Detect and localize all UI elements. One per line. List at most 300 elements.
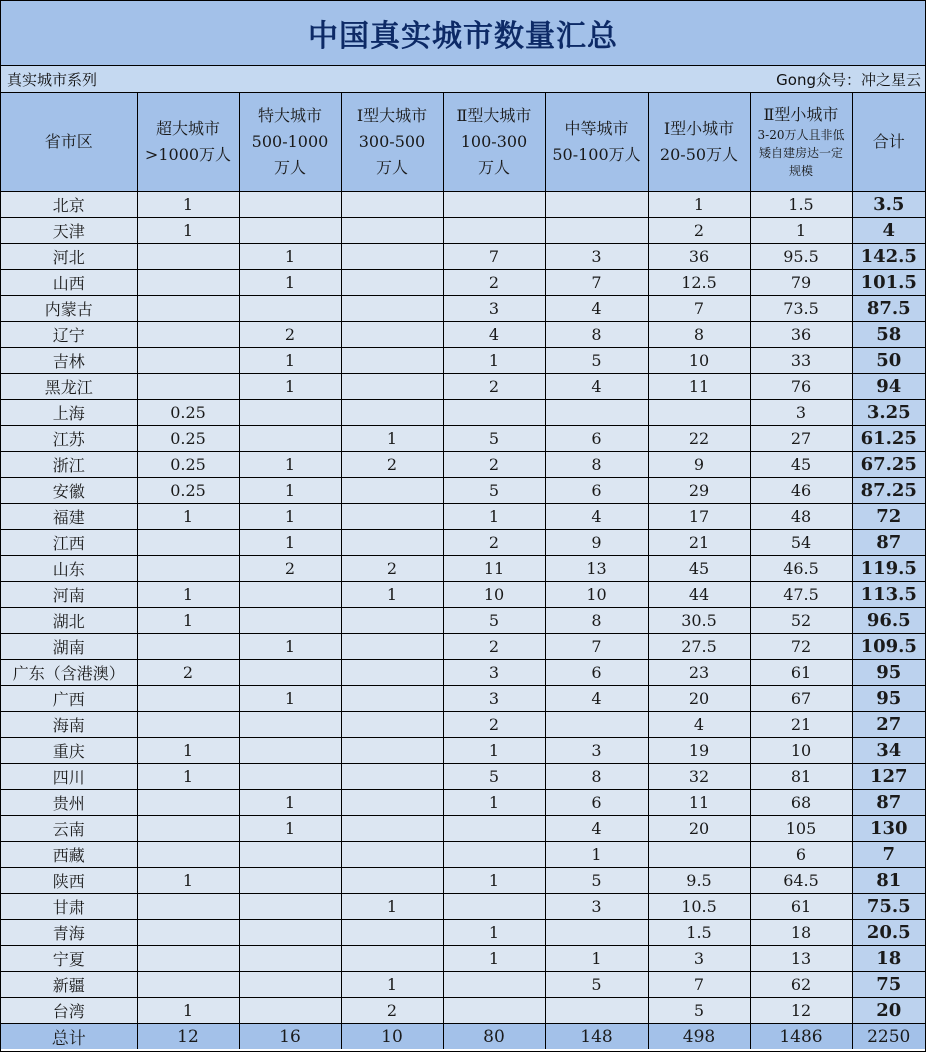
value-cell: 1: [137, 504, 239, 530]
total-cell: 72: [852, 504, 925, 530]
value-cell: [341, 764, 443, 790]
value-cell: 7: [648, 972, 750, 998]
province-cell: 新疆: [1, 972, 137, 998]
value-cell: 1: [443, 738, 545, 764]
city-count-table: [1, 93, 925, 1049]
value-cell: [341, 530, 443, 556]
value-cell: 19: [648, 738, 750, 764]
value-cell: 12: [137, 1024, 239, 1050]
value-cell: [137, 348, 239, 374]
total-cell: 4: [852, 218, 925, 244]
value-cell: 5: [443, 608, 545, 634]
value-cell: [239, 192, 341, 218]
table-row: [1, 452, 925, 478]
province-cell: 四川: [1, 764, 137, 790]
province-cell: 云南: [1, 816, 137, 842]
value-cell: 36: [750, 322, 852, 348]
value-cell: [239, 296, 341, 322]
value-cell: 2: [443, 374, 545, 400]
value-cell: 1: [239, 790, 341, 816]
value-cell: 3: [545, 738, 648, 764]
value-cell: 3: [443, 296, 545, 322]
value-cell: [239, 894, 341, 920]
value-cell: [239, 868, 341, 894]
total-cell: 27: [852, 712, 925, 738]
province-cell: 安徽: [1, 478, 137, 504]
value-cell: 22: [648, 426, 750, 452]
value-cell: [137, 530, 239, 556]
value-cell: [239, 582, 341, 608]
table-row: [1, 244, 925, 270]
table-row: [1, 582, 925, 608]
value-cell: 5: [545, 348, 648, 374]
province-cell: 湖北: [1, 608, 137, 634]
total-cell: 34: [852, 738, 925, 764]
value-cell: 2: [443, 270, 545, 296]
table-row: [1, 998, 925, 1024]
total-cell: 7: [852, 842, 925, 868]
value-cell: 1: [239, 530, 341, 556]
value-cell: [239, 712, 341, 738]
value-cell: [341, 920, 443, 946]
header-large-city-2: Ⅱ型大城市 100-300 万人: [443, 93, 545, 192]
value-cell: 2: [341, 452, 443, 478]
value-cell: [239, 660, 341, 686]
table-row: [1, 738, 925, 764]
value-cell: 1: [239, 686, 341, 712]
table-row: [1, 764, 925, 790]
total-cell: 87.25: [852, 478, 925, 504]
value-cell: 3: [648, 946, 750, 972]
header-province: 省市区: [1, 93, 137, 192]
value-cell: 1: [239, 270, 341, 296]
value-cell: [443, 842, 545, 868]
value-cell: 48: [750, 504, 852, 530]
value-cell: 80: [443, 1024, 545, 1050]
value-cell: 1: [750, 218, 852, 244]
value-cell: 1: [239, 478, 341, 504]
value-cell: [341, 296, 443, 322]
value-cell: 4: [443, 322, 545, 348]
table-row: [1, 192, 925, 218]
province-cell: 总计: [1, 1024, 137, 1050]
total-cell: 109.5: [852, 634, 925, 660]
total-cell: 87.5: [852, 296, 925, 322]
value-cell: 2: [443, 712, 545, 738]
value-cell: [341, 504, 443, 530]
total-cell: 119.5: [852, 556, 925, 582]
value-cell: 10: [750, 738, 852, 764]
value-cell: [137, 270, 239, 296]
value-cell: [239, 218, 341, 244]
table-row: [1, 816, 925, 842]
value-cell: 3: [443, 686, 545, 712]
value-cell: 13: [545, 556, 648, 582]
value-cell: 45: [648, 556, 750, 582]
value-cell: 5: [443, 764, 545, 790]
value-cell: 1: [443, 920, 545, 946]
value-cell: [137, 374, 239, 400]
table-row: [1, 374, 925, 400]
province-cell: 黑龙江: [1, 374, 137, 400]
total-cell: 3.5: [852, 192, 925, 218]
header-medium-city: 中等城市 50-100万人: [545, 93, 648, 192]
total-cell: 20: [852, 998, 925, 1024]
value-cell: [341, 686, 443, 712]
province-cell: 海南: [1, 712, 137, 738]
table-row: [1, 972, 925, 998]
total-cell: 18: [852, 946, 925, 972]
value-cell: 64.5: [750, 868, 852, 894]
value-cell: 95.5: [750, 244, 852, 270]
province-cell: 西藏: [1, 842, 137, 868]
value-cell: [545, 218, 648, 244]
value-cell: 20: [648, 816, 750, 842]
value-cell: 1: [443, 946, 545, 972]
value-cell: 5: [545, 972, 648, 998]
value-cell: [443, 894, 545, 920]
value-cell: 1.5: [648, 920, 750, 946]
value-cell: 10: [341, 1024, 443, 1050]
value-cell: 4: [648, 712, 750, 738]
province-cell: 重庆: [1, 738, 137, 764]
value-cell: 2: [137, 660, 239, 686]
value-cell: 52: [750, 608, 852, 634]
value-cell: 2: [443, 530, 545, 556]
value-cell: [341, 660, 443, 686]
total-cell: 87: [852, 790, 925, 816]
value-cell: 73.5: [750, 296, 852, 322]
total-cell: 130: [852, 816, 925, 842]
value-cell: [545, 920, 648, 946]
value-cell: [341, 322, 443, 348]
value-cell: 16: [239, 1024, 341, 1050]
value-cell: 1: [239, 634, 341, 660]
value-cell: 36: [648, 244, 750, 270]
table-row: [1, 426, 925, 452]
value-cell: [341, 608, 443, 634]
value-cell: 3: [545, 894, 648, 920]
value-cell: 76: [750, 374, 852, 400]
value-cell: [239, 764, 341, 790]
table-row: [1, 868, 925, 894]
value-cell: 10.5: [648, 894, 750, 920]
value-cell: 1: [239, 452, 341, 478]
value-cell: [239, 998, 341, 1024]
value-cell: 12: [750, 998, 852, 1024]
value-cell: 7: [545, 634, 648, 660]
value-cell: [341, 270, 443, 296]
value-cell: 2: [648, 218, 750, 244]
province-cell: 内蒙古: [1, 296, 137, 322]
value-cell: 2: [443, 452, 545, 478]
value-cell: [341, 478, 443, 504]
province-cell: 吉林: [1, 348, 137, 374]
table-row: [1, 556, 925, 582]
total-row: [1, 1024, 925, 1050]
table-row: [1, 504, 925, 530]
value-cell: [341, 738, 443, 764]
value-cell: [443, 816, 545, 842]
value-cell: [341, 790, 443, 816]
header-mega-city: 特大城市 500-1000 万人: [239, 93, 341, 192]
value-cell: 8: [648, 322, 750, 348]
value-cell: 30.5: [648, 608, 750, 634]
value-cell: 1: [341, 582, 443, 608]
value-cell: [341, 816, 443, 842]
value-cell: [137, 322, 239, 348]
value-cell: 68: [750, 790, 852, 816]
value-cell: 4: [545, 816, 648, 842]
value-cell: [137, 842, 239, 868]
total-cell: 101.5: [852, 270, 925, 296]
value-cell: 11: [443, 556, 545, 582]
value-cell: 21: [648, 530, 750, 556]
value-cell: 6: [545, 426, 648, 452]
value-cell: [239, 972, 341, 998]
total-cell: 3.25: [852, 400, 925, 426]
table-row: [1, 946, 925, 972]
value-cell: [137, 634, 239, 660]
table-row: [1, 894, 925, 920]
value-cell: 4: [545, 504, 648, 530]
value-cell: [137, 972, 239, 998]
province-cell: 江苏: [1, 426, 137, 452]
value-cell: 3: [443, 660, 545, 686]
value-cell: 0.25: [137, 400, 239, 426]
province-cell: 广西: [1, 686, 137, 712]
value-cell: 20: [648, 686, 750, 712]
province-cell: 河北: [1, 244, 137, 270]
value-cell: 10: [443, 582, 545, 608]
value-cell: 4: [545, 686, 648, 712]
value-cell: [341, 712, 443, 738]
value-cell: 27.5: [648, 634, 750, 660]
province-cell: 湖南: [1, 634, 137, 660]
value-cell: 1: [137, 998, 239, 1024]
value-cell: 61: [750, 660, 852, 686]
value-cell: 2: [239, 322, 341, 348]
value-cell: [443, 218, 545, 244]
total-cell: 142.5: [852, 244, 925, 270]
province-cell: 浙江: [1, 452, 137, 478]
value-cell: 2: [341, 556, 443, 582]
total-cell: 87: [852, 530, 925, 556]
value-cell: [239, 608, 341, 634]
value-cell: 21: [750, 712, 852, 738]
value-cell: 1: [137, 738, 239, 764]
province-cell: 上海: [1, 400, 137, 426]
value-cell: 1.5: [750, 192, 852, 218]
value-cell: [341, 348, 443, 374]
value-cell: 1: [239, 816, 341, 842]
value-cell: 105: [750, 816, 852, 842]
table-row: [1, 790, 925, 816]
value-cell: 1: [137, 764, 239, 790]
value-cell: 23: [648, 660, 750, 686]
value-cell: [341, 634, 443, 660]
value-cell: 0.25: [137, 452, 239, 478]
value-cell: 1: [648, 192, 750, 218]
total-cell: 75.5: [852, 894, 925, 920]
total-cell: 81: [852, 868, 925, 894]
value-cell: 13: [750, 946, 852, 972]
province-cell: 天津: [1, 218, 137, 244]
value-cell: [239, 400, 341, 426]
value-cell: 5: [443, 478, 545, 504]
value-cell: 1: [443, 868, 545, 894]
value-cell: 17: [648, 504, 750, 530]
header-large-city-1: Ⅰ型大城市 300-500 万人: [341, 93, 443, 192]
total-cell: 127: [852, 764, 925, 790]
value-cell: [137, 920, 239, 946]
value-cell: 8: [545, 764, 648, 790]
value-cell: [341, 946, 443, 972]
value-cell: 0.25: [137, 426, 239, 452]
value-cell: 1: [137, 192, 239, 218]
value-cell: [443, 998, 545, 1024]
value-cell: 8: [545, 608, 648, 634]
table-row: [1, 634, 925, 660]
value-cell: 79: [750, 270, 852, 296]
value-cell: 1: [239, 244, 341, 270]
value-cell: 46.5: [750, 556, 852, 582]
value-cell: 9.5: [648, 868, 750, 894]
table-row: [1, 608, 925, 634]
value-cell: 1: [137, 582, 239, 608]
total-cell: 2250: [852, 1024, 925, 1050]
province-cell: 山东: [1, 556, 137, 582]
value-cell: 1: [137, 218, 239, 244]
header-small-city-1: Ⅰ型小城市 20-50万人: [648, 93, 750, 192]
value-cell: 7: [648, 296, 750, 322]
value-cell: 7: [443, 244, 545, 270]
total-cell: 113.5: [852, 582, 925, 608]
value-cell: 11: [648, 790, 750, 816]
value-cell: [545, 192, 648, 218]
value-cell: 148: [545, 1024, 648, 1050]
total-cell: 50: [852, 348, 925, 374]
value-cell: 47.5: [750, 582, 852, 608]
value-cell: [137, 816, 239, 842]
value-cell: [443, 972, 545, 998]
table-row: [1, 712, 925, 738]
value-cell: 11: [648, 374, 750, 400]
value-cell: [239, 946, 341, 972]
value-cell: 5: [443, 426, 545, 452]
value-cell: 27: [750, 426, 852, 452]
province-cell: 辽宁: [1, 322, 137, 348]
value-cell: [443, 400, 545, 426]
value-cell: 1: [341, 426, 443, 452]
source-label: Gong众号：冲之星云: [776, 70, 921, 89]
value-cell: 44: [648, 582, 750, 608]
value-cell: 72: [750, 634, 852, 660]
value-cell: 33: [750, 348, 852, 374]
value-cell: 46: [750, 478, 852, 504]
table-row: [1, 660, 925, 686]
value-cell: [239, 426, 341, 452]
value-cell: 1: [239, 348, 341, 374]
value-cell: 7: [545, 270, 648, 296]
value-cell: 6: [545, 478, 648, 504]
province-cell: 广东（含港澳）: [1, 660, 137, 686]
table-row: [1, 218, 925, 244]
value-cell: 10: [545, 582, 648, 608]
province-cell: 青海: [1, 920, 137, 946]
value-cell: [137, 712, 239, 738]
sheet-title: 中国真实城市数量汇总: [1, 1, 925, 66]
header-small-city-2: Ⅱ型小城市 3-20万人且非低 矮自建房达一定 规模: [750, 93, 852, 192]
total-cell: 20.5: [852, 920, 925, 946]
total-cell: 58: [852, 322, 925, 348]
value-cell: 5: [545, 868, 648, 894]
value-cell: 498: [648, 1024, 750, 1050]
value-cell: [545, 712, 648, 738]
value-cell: 1: [545, 946, 648, 972]
value-cell: [137, 946, 239, 972]
value-cell: 1: [137, 608, 239, 634]
value-cell: [341, 842, 443, 868]
value-cell: [341, 868, 443, 894]
value-cell: [239, 842, 341, 868]
value-cell: [341, 374, 443, 400]
province-cell: 福建: [1, 504, 137, 530]
value-cell: 4: [545, 374, 648, 400]
value-cell: [137, 894, 239, 920]
value-cell: 1: [443, 348, 545, 374]
province-cell: 宁夏: [1, 946, 137, 972]
value-cell: 32: [648, 764, 750, 790]
value-cell: 2: [239, 556, 341, 582]
table-row: [1, 842, 925, 868]
value-cell: [648, 400, 750, 426]
value-cell: 9: [648, 452, 750, 478]
value-cell: 8: [545, 452, 648, 478]
total-cell: 94: [852, 374, 925, 400]
total-cell: 95: [852, 686, 925, 712]
value-cell: 10: [648, 348, 750, 374]
value-cell: 5: [648, 998, 750, 1024]
value-cell: 1: [545, 842, 648, 868]
province-cell: 北京: [1, 192, 137, 218]
table-row: [1, 322, 925, 348]
value-cell: 1: [341, 972, 443, 998]
table-row: [1, 478, 925, 504]
info-bar: [1, 66, 925, 93]
table-row: [1, 530, 925, 556]
value-cell: 3: [545, 244, 648, 270]
value-cell: [341, 192, 443, 218]
value-cell: [341, 400, 443, 426]
value-cell: [341, 244, 443, 270]
table-row: [1, 270, 925, 296]
value-cell: 45: [750, 452, 852, 478]
value-cell: [239, 738, 341, 764]
table-row: [1, 348, 925, 374]
value-cell: [545, 998, 648, 1024]
value-cell: 29: [648, 478, 750, 504]
value-cell: 12.5: [648, 270, 750, 296]
value-cell: 3: [750, 400, 852, 426]
province-cell: 河南: [1, 582, 137, 608]
value-cell: 0.25: [137, 478, 239, 504]
province-cell: 贵州: [1, 790, 137, 816]
total-cell: 96.5: [852, 608, 925, 634]
province-cell: 江西: [1, 530, 137, 556]
value-cell: 18: [750, 920, 852, 946]
value-cell: 1: [443, 790, 545, 816]
